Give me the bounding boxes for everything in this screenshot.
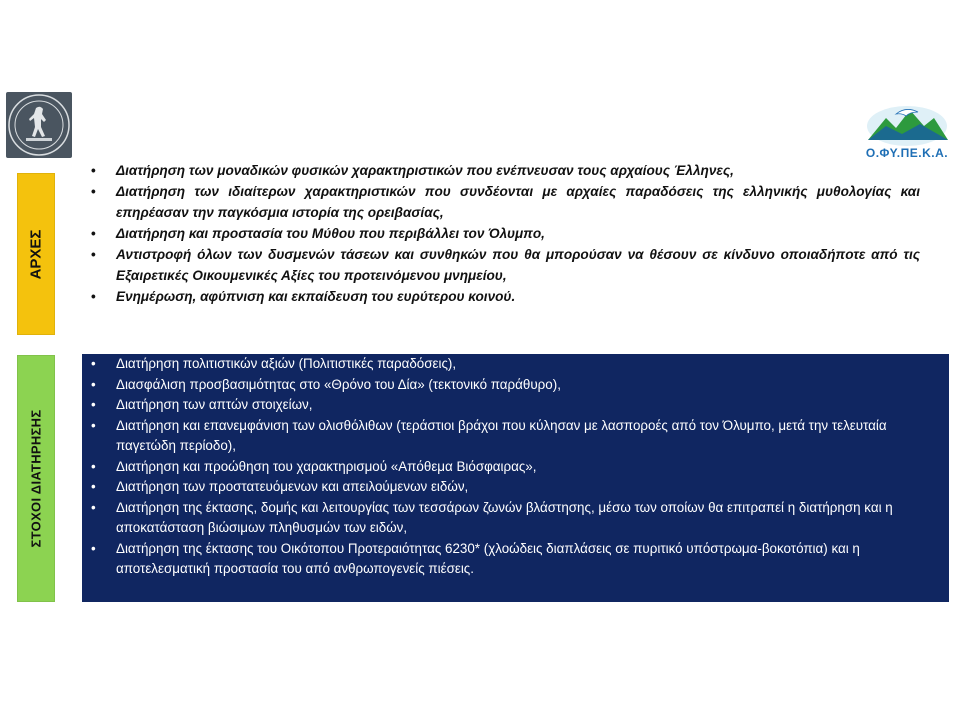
mountain-eagle-logo-icon — [862, 100, 952, 146]
list-item: • Διατήρηση και προστασία του Μύθου που περιβάλλει τον Όλυμπο, — [90, 223, 920, 244]
university-seal-icon — [6, 92, 72, 158]
list-item: • Διατήρηση των απτών στοιχείων, — [90, 395, 937, 416]
organization-logo — [862, 100, 952, 162]
list-item: • Διασφάλιση προσβασιμότητας στο «Θρόνο του Δία» (τεκτονικό παράθυρο), — [90, 375, 937, 396]
principles-list — [90, 160, 920, 307]
organization-name: Ο.ΦΥ.ΠΕ.Κ.Α. — [865, 146, 949, 160]
goals-label: ΣΤΟΧΟΙ ΔΙΑΤΗΡΗΣΗΣ — [28, 409, 44, 548]
list-item: • Αντιστροφή όλων των δυσμενών τάσεων και συνθηκών που θα μπορούσαν να θέσουν σε κίνδυνο οποιαδήποτε από τις Εξαιρετικές Οικουμενικές Αξίες του προτεινόμενου μνημείου, — [90, 244, 920, 286]
goals-list — [90, 354, 937, 580]
list-item: • Διατήρηση των μοναδικών φυσικών χαρακτηριστικών που ενέπνευσαν τους αρχαίους Έλληνες, — [90, 160, 920, 181]
list-item: • Διατήρηση της έκτασης, δομής και λειτουργίας των τεσσάρων ζωνών βλάστησης, μέσω των οποίων θα επιτραπεί η διατήρηση και η αποκατάσταση βιώσιμων πληθυσμών των ειδών, — [90, 498, 937, 539]
list-item: • Διατήρηση πολιτιστικών αξιών (Πολιτιστικές παραδόσεις), — [90, 354, 937, 375]
goals-box — [82, 354, 949, 602]
list-item: • Διατήρηση και επανεμφάνιση των ολισθόλιθων (τεράστιοι βράχοι που κύλησαν με λασποροές από τον Όλυμπο, μετά την τελευταία παγετώδη περίοδο), — [90, 416, 937, 457]
principles-label: ΑΡΧΕΣ — [27, 229, 45, 279]
list-item: • Διατήρηση των ιδιαίτερων χαρακτηριστικών που συνδέονται με αρχαίες παραδόσεις της ελληνικής μυθολογίας και επηρέασαν την παγκόσμια ιστορία της ορειβασίας, — [90, 181, 920, 223]
goals-label-box — [17, 355, 55, 602]
principles-label-box — [17, 173, 55, 335]
list-item: • Διατήρηση και προώθηση του χαρακτηρισμού «Απόθεμα Βιόσφαιρας», — [90, 457, 937, 478]
list-item: • Διατήρηση της έκτασης του Οικότοπου Προτεραιότητας 6230* (χλοώδεις διαπλάσεις σε πυριτικό υπόστρωμα-βοκοτόπια) και η αποτελεσματική προστασία του από ανθρωπογενείς πιέσεις. — [90, 539, 937, 580]
list-item: • Διατήρηση των προστατευόμενων και απειλούμενων ειδών, — [90, 477, 937, 498]
list-item: • Ενημέρωση, αφύπνιση και εκπαίδευση του ευρύτερου κοινού. — [90, 286, 920, 307]
